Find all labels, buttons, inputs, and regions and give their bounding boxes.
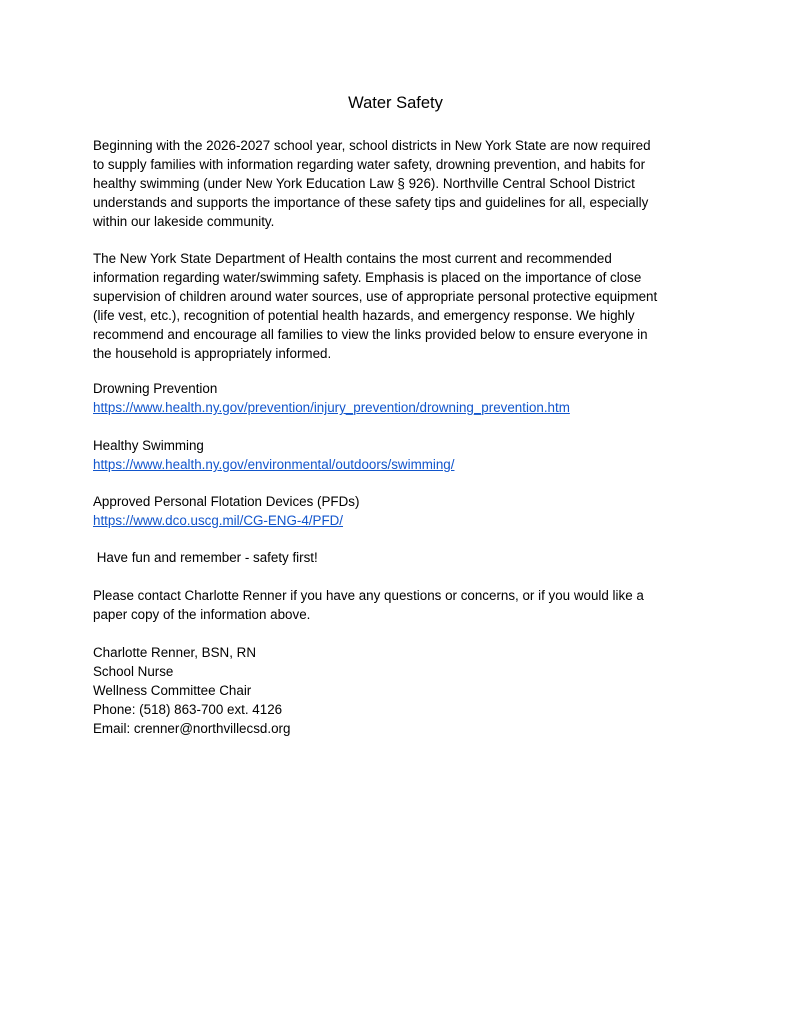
- resource-pfd: [93, 492, 705, 530]
- signature-email: Email: crenner@northvillecsd.org: [93, 721, 291, 736]
- resource-drowning-prevention: [93, 379, 705, 417]
- health-line: (life vest, etc.), recognition of potential health hazards, and emergency response. We highly: [93, 308, 635, 323]
- contact-paragraph: [93, 586, 705, 624]
- intro-line: to supply families with information regarding water safety, drowning prevention, and habits for: [93, 157, 646, 172]
- resource-label: Healthy Swimming: [93, 438, 204, 453]
- health-line: The New York State Department of Health contains the most current and recommended: [93, 251, 612, 266]
- signature-phone: Phone: (518) 863-700 ext. 4126: [93, 702, 283, 717]
- intro-line: Beginning with the 2026-2027 school year, school districts in New York State are now required: [93, 138, 651, 153]
- healthy-swimming-link[interactable]: https://www.health.ny.gov/environmental/outdoors/swimming/: [93, 457, 455, 472]
- contact-line: Please contact Charlotte Renner if you have any questions or concerns, or if you would like a: [93, 588, 644, 603]
- contact-line: paper copy of the information above.: [93, 607, 311, 622]
- page-title: Water Safety: [348, 94, 443, 112]
- health-line: recommend and encourage all families to view the links provided below to ensure everyone in: [93, 327, 648, 342]
- signature-committee: Wellness Committee Chair: [93, 683, 252, 698]
- health-line: the household is appropriately informed.: [93, 346, 332, 361]
- closing-line: Have fun and remember - safety first!: [93, 550, 318, 565]
- closing-paragraph: [93, 548, 705, 567]
- resource-healthy-swimming: [93, 436, 705, 474]
- drowning-prevention-link[interactable]: https://www.health.ny.gov/prevention/injury_prevention/drowning_prevention.htm: [93, 400, 570, 415]
- pfd-link[interactable]: https://www.dco.uscg.mil/CG-ENG-4/PFD/: [93, 513, 344, 528]
- intro-line: healthy swimming (under New York Education Law § 926). Northville Central School District: [93, 176, 635, 191]
- resource-label: Drowning Prevention: [93, 381, 218, 396]
- intro-line: within our lakeside community.: [93, 214, 275, 229]
- signature-name: Charlotte Renner, BSN, RN: [93, 645, 256, 660]
- resource-label: Approved Personal Flotation Devices (PFDs): [93, 494, 360, 509]
- intro-paragraph: [93, 136, 705, 231]
- signature-block: [93, 643, 705, 738]
- health-line: information regarding water/swimming safety. Emphasis is placed on the importance of close: [93, 270, 642, 285]
- intro-line: understands and supports the importance of these safety tips and guidelines for all, especially: [93, 195, 649, 210]
- health-department-paragraph: [93, 249, 705, 363]
- signature-role: School Nurse: [93, 664, 174, 679]
- health-line: supervision of children around water sources, use of appropriate personal protective equipment: [93, 289, 658, 304]
